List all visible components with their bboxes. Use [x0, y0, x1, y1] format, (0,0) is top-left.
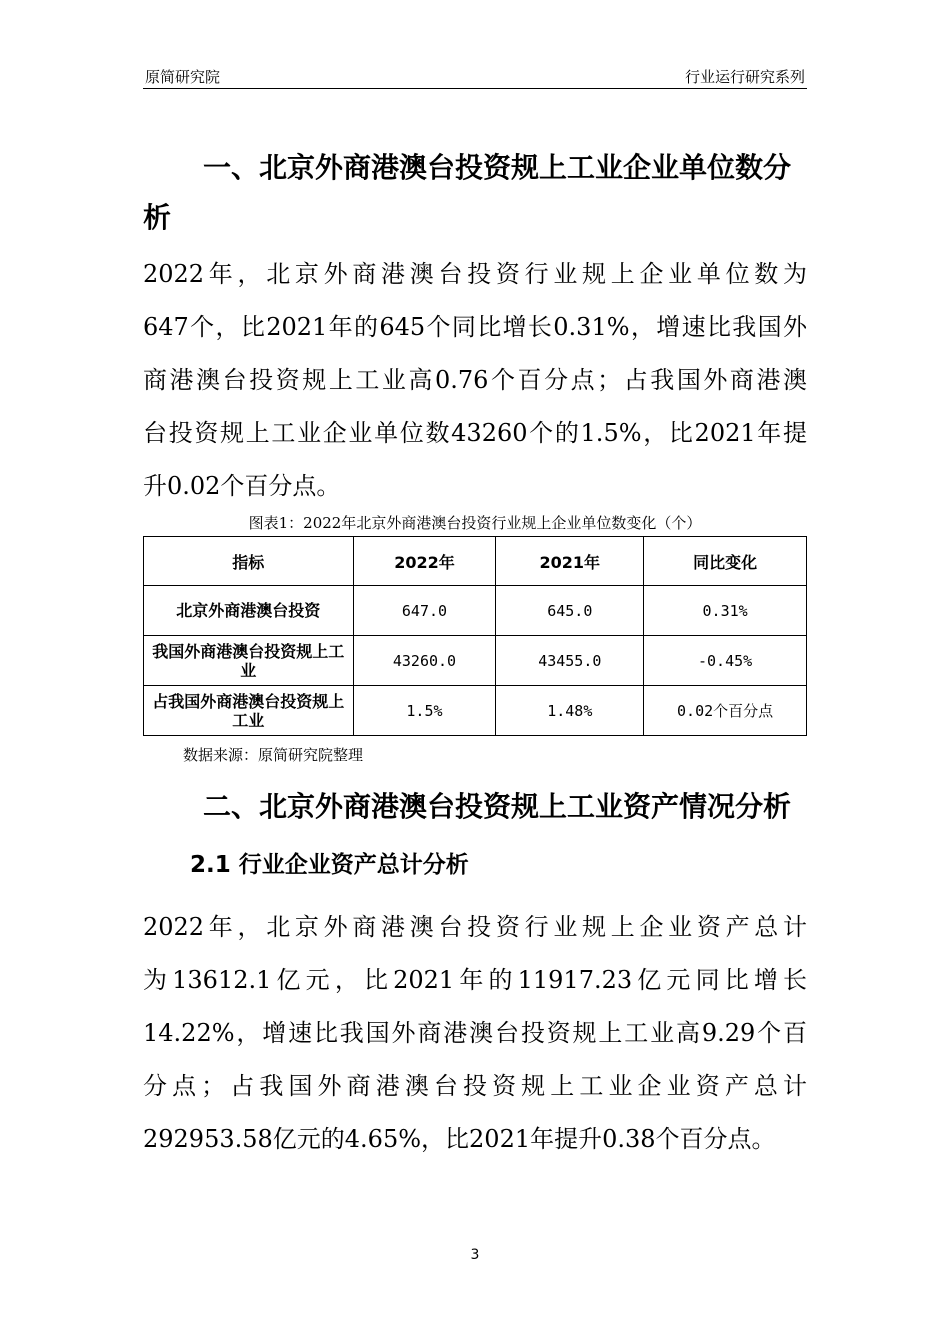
paragraph-line: 647个，比2021年的645个同比增长0.31%，增速比我国外	[143, 313, 807, 341]
paragraph-line: 分点；占我国外商港澳台投资规上工业企业资产总计	[143, 1072, 807, 1100]
table-row-label: 我国外商港澳台投资规上工业	[144, 636, 354, 686]
header-org-name: 原简研究院	[145, 68, 221, 86]
page-header	[143, 62, 807, 89]
paragraph-line: 商港澳台投资规上工业高0.76个百分点；占我国外商港澳	[143, 366, 807, 394]
table-cell: 645.0	[496, 586, 644, 636]
paragraph-line: 升0.02个百分点。	[143, 472, 341, 500]
table-row-label: 占我国外商港澳台投资规上工业	[144, 686, 354, 736]
table-cell: -0.45%	[644, 636, 807, 686]
table-cell: 0.31%	[644, 586, 807, 636]
table-row	[144, 686, 807, 736]
paragraph-line: 为13612.1亿元，比2021年的11917.23亿元同比增长	[143, 966, 807, 994]
paragraph-line: 台投资规上工业企业单位数43260个的1.5%，比2021年提	[143, 419, 807, 447]
table-cell: 43260.0	[353, 636, 496, 686]
table-header-row	[144, 537, 807, 586]
table-cell: 1.5%	[353, 686, 496, 736]
paragraph-line: 14.22%，增速比我国外商港澳台投资规上工业高9.29个百	[143, 1019, 807, 1047]
table-cell: 647.0	[353, 586, 496, 636]
table-caption: 图表1：2022年北京外商港澳台投资行业规上企业单位数变化（个）	[248, 514, 702, 532]
section2-paragraph	[143, 901, 807, 1166]
table-header-cell: 2022年	[353, 537, 496, 586]
page-number: 3	[470, 1247, 480, 1263]
table-header-cell: 指标	[144, 537, 354, 586]
table-source-note: 数据来源：原简研究院整理	[183, 746, 364, 764]
table-cell: 0.02个百分点	[644, 686, 807, 736]
section1-paragraph	[143, 248, 807, 513]
section2-subtitle: 2.1 行业企业资产总计分析	[190, 852, 469, 878]
table-row	[144, 636, 807, 686]
table-row	[144, 586, 807, 636]
section2-title: 二、北京外商港澳台投资规上工业资产情况分析	[203, 790, 792, 823]
table-header-cell: 2021年	[496, 537, 644, 586]
paragraph-line: 292953.58亿元的4.65%，比2021年提升0.38个百分点。	[143, 1125, 776, 1153]
table-cell: 43455.0	[496, 636, 644, 686]
table-cell: 1.48%	[496, 686, 644, 736]
section1-title: 一、北京外商港澳台投资规上工业企业单位数分析	[143, 151, 792, 234]
unit-count-table	[143, 536, 807, 736]
header-series-name: 行业运行研究系列	[684, 68, 805, 86]
paragraph-line: 2022年，北京外商港澳台投资行业规上企业资产总计	[143, 913, 807, 941]
table-header-cell: 同比变化	[644, 537, 807, 586]
table-row-label: 北京外商港澳台投资	[144, 586, 354, 636]
paragraph-line: 2022年，北京外商港澳台投资行业规上企业单位数为	[143, 260, 807, 288]
